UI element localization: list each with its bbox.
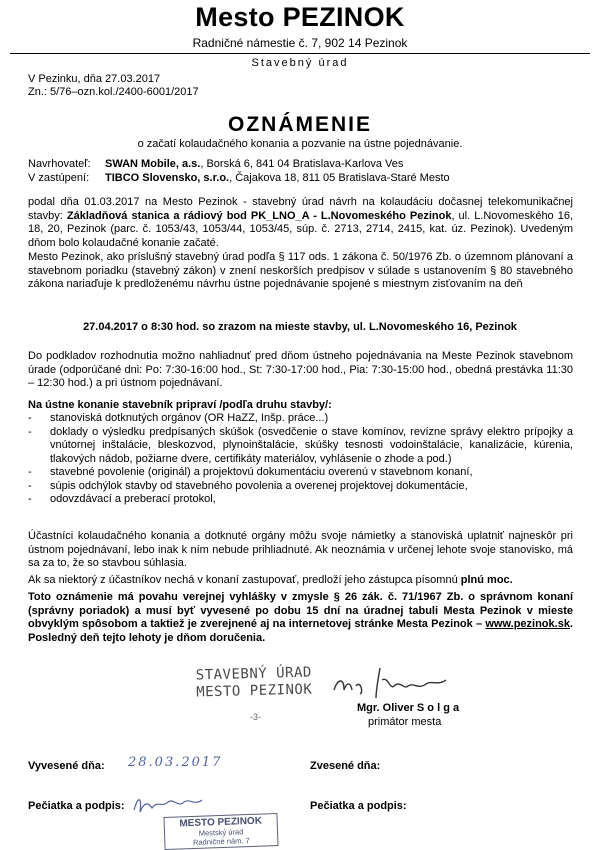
list-item: - stavebné povolenie (originál) a projektovú dokumentáciu overenú v stavebnom konaní, <box>28 466 473 478</box>
power-of-attorney: plnú moc. <box>460 574 513 586</box>
seal-signature-label-left: Pečiatka a podpis: <box>28 800 125 812</box>
applicant-label: Navrhovateľ: <box>28 158 91 170</box>
seal-signature-label-right: Pečiatka a podpis: <box>310 800 407 812</box>
office-stamp <box>196 664 313 701</box>
municipal-stamp-line1: Mestský úrad <box>198 827 244 838</box>
paragraph-representation <box>28 574 573 588</box>
header-rule <box>10 53 590 54</box>
applicant-row <box>28 158 588 172</box>
list-item-text: stanoviská dotknutých orgánov (OR HaZZ, Inšp. práce...) <box>50 412 329 424</box>
office-name: Stavebný úrad <box>251 57 349 69</box>
applicant-name: SWAN Mobile, a.s. <box>105 158 201 170</box>
paragraph-application <box>28 196 573 250</box>
municipal-stamp-title: MESTO PEZINOK <box>179 815 263 830</box>
applicant-address: , Borská 6, 841 04 Bratislava-Karlova Ves <box>200 158 404 170</box>
city-title: Mesto PEZINOK <box>195 2 405 32</box>
hearing-date: 27.04.2017 o 8:30 hod. so zrazom na mieste stavby, ul. L.Novomeského 16, Pezinok <box>83 321 517 333</box>
municipal-stamp-line2: Radničné nám. 7 <box>192 836 250 847</box>
representative-name: TIBCO Slovensko, s.r.o. <box>105 171 230 184</box>
representative-row <box>28 172 588 186</box>
list-item-text: stavebné povolenie (originál) a projektovú dokumentáciu overenú v stavebnom konaní, <box>50 466 473 478</box>
parties-block <box>28 158 588 185</box>
paragraph-inspection: Do podkladov rozhodnutia možno nahliadnuť pred dňom ústneho pojednávania na Meste Pezinok stavebnom úrade (odporúčané dni: Po: 7:30-16:00 hod., St: 7:30-17:00 hod., Pia: 7:30-15:00 hod., obedná prestávka 11:30 – 12:30 hod.) a pri ústnom pojednávaní. <box>28 350 573 389</box>
signer-role: primátor mesta <box>368 716 442 728</box>
preparation-list <box>28 412 573 507</box>
city-address: Radničné námestie č. 7, 902 14 Pezinok <box>192 36 408 50</box>
notice-subheading: o začatí kolaudačného konania a pozvanie na ústne pojednávanie. <box>137 138 463 150</box>
mayor-signature <box>330 660 450 704</box>
list-item-text: odovzdávací a preberací protokol, <box>50 493 216 505</box>
preparation-title: Na ústne konanie stavebník pripraví /podľa druhu stavby/: <box>28 399 332 411</box>
website-link[interactable]: www.pezinok.sk <box>485 618 570 630</box>
municipal-stamp <box>163 813 278 850</box>
page-number: -3- <box>250 712 261 722</box>
list-item: - odovzdávací a preberací protokol, <box>28 493 216 505</box>
construction-name: Základňová stanica a rádiový bod PK_LNO_A - L.Novomeského Pezinok <box>66 209 452 222</box>
representative-label: V zastúpení: <box>28 171 90 184</box>
reference-number: Zn.: 5/76–ozn.kol./2400-6001/2017 <box>28 86 199 98</box>
signer-name: Mgr. Oliver S o l g a <box>357 702 460 714</box>
list-item: - stanoviská dotknutých orgánov (OR HaZZ, Inšp. práce...) <box>28 412 329 424</box>
notice-heading: OZNÁMENIE <box>228 113 372 136</box>
paragraph-public-notice <box>28 591 573 645</box>
office-stamp-line1: STAVEBNÝ ÚRAD <box>195 664 313 684</box>
representative-address: , Čajakova 18, 811 05 Bratislava-Staré Mesto <box>229 171 450 184</box>
paragraph-order: Mesto Pezinok, ako príslušný stavebný úrad podľa § 117 ods. 1 zákona č. 50/1976 Zb. o územnom plánovaní a stavebnom poriadku (stavebný zákon) v znení neskorších predpisov v súlade s ustanovením § 80 stavebného zákona nariaďuje k predloženému návrhu ústne pojednávanie spojené s miestnym zisťovaním na deň <box>28 251 573 290</box>
date-line: V Pezinku, dňa 27.03.2017 <box>28 73 161 85</box>
list-item-text: doklady o výsledku predpísaných skúšok (osvedčenie o stave komínov, revízne správy elektro prípojky a vnútornej inštalácie, bleskozvod, plynoinštalácie, skúšky tesnosti vodoinštalácie, kanalizácie, kúrenia, tlakových nádob, požiarne dvere, certifikáty materiálov, vyhlásenie o zhode a pod.) <box>50 425 573 465</box>
posted-date-handwritten: 28.03.2017 <box>128 755 223 770</box>
list-item: - súpis odchýlok stavby od stavebného povolenia a overenej projektovej dokumentácie, <box>28 479 468 492</box>
public-notice-text-b: . Posledný deň tejto lehoty je dňom doručenia. <box>28 618 573 644</box>
removed-label: Zvesené dňa: <box>310 760 381 772</box>
posted-label: Vyvesené dňa: <box>28 760 105 772</box>
office-stamp-line2: MESTO PEZINOK <box>196 681 313 701</box>
paragraph-objections: Účastníci kolaudačného konania a dotknuté orgány môžu svoje námietky a stanoviská uplatniť najneskôr pri ústnom pojednávaní, lebo inak k ním nebude prihliadnuté. Ak neoznámia v určenej lehote svoje stanovisko, má sa za to, že so stavbou súhlasia. <box>28 530 573 569</box>
paragraph-application-text-a: podal dňa 01.03.2017 na Mesto Pezinok - stavebný úrad návrh na kolaudáciu dočasnej telekomunikačnej stavby: <box>28 196 573 222</box>
public-notice-text-a: Toto oznámenie má povahu verejnej vyhlášky v zmysle § 26 zák. č. 71/1967 Zb. o správnom konaní (správny poriadok) a musí byť vyvesené po dobu 15 dní na úradnej tabuli Mesta Pezinok v mieste obvyklým spôsobom a taktiež je zverejnené aj na internetovej stránke Mesta Pezinok – <box>28 591 573 630</box>
list-item-text: súpis odchýlok stavby od stavebného povolenia a overenej projektovej dokumentácie, <box>50 479 468 492</box>
list-item: - doklady o výsledku predpísaných skúšok (osvedčenie o stave komínov, revízne správy elektro prípojky a vnútornej inštalácie, bleskozvod, plynoinštalácie, skúšky tesnosti vodoinštalácie, kanalizácie, kúrenia, tlakových nádob, požiarne dvere, certifikáty materiálov, vyhlásenie o zhode a pod.) <box>28 425 573 465</box>
paragraph-representation-text: Ak sa niektorý z účastníkov nechá v konaní zastupovať, predloží jeho zástupca písomnú <box>28 574 461 586</box>
paragraph-application-text-b: , ul. L.Novomeského 16, 18, 20, Pezinok (parc. č. 1053/43, 1053/44, 1053/45, súp. č. 2713, 2714, 2415, kat. úz. Pezinok). Uvedeným dňom bolo kolaudačné konanie začaté. <box>28 209 574 249</box>
clerk-signature <box>128 790 208 818</box>
